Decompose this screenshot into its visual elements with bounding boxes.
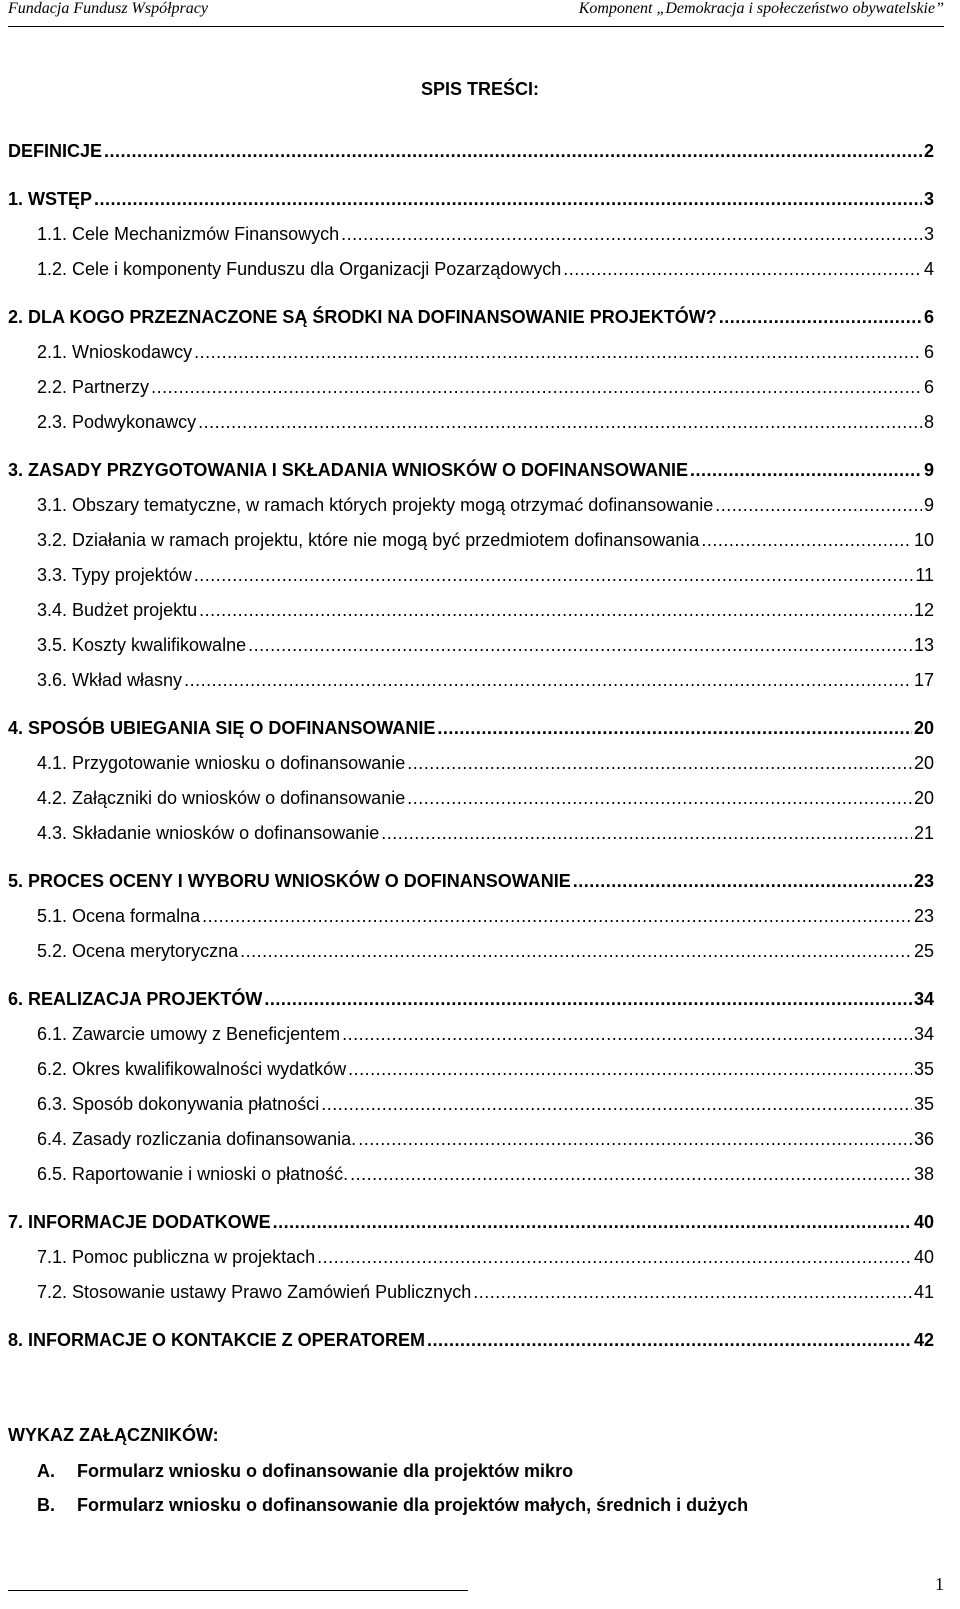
- toc-entry-label: 6.2. Okres kwalifikowalności wydatków: [37, 1059, 347, 1079]
- toc-entry-label: 2.1. Wnioskodawcy: [37, 342, 193, 362]
- toc-entry-label: 4.3. Składanie wniosków o dofinansowanie: [37, 823, 380, 843]
- toc-entry[interactable]: [0, 187, 960, 211]
- toc-entry-page: 4: [923, 259, 934, 279]
- toc-entry-label: 3. ZASADY PRZYGOTOWANIA I SKŁADANIA WNIOSKÓW O DOFINANSOWANIE: [8, 460, 689, 480]
- toc-entry-label: 2.2. Partnerzy: [37, 377, 150, 397]
- toc-entry-label: 4. SPOSÓB UBIEGANIA SIĘ O DOFINANSOWANIE: [8, 718, 436, 738]
- toc-entry-page: 23: [913, 871, 934, 891]
- toc-entry[interactable]: [0, 257, 960, 281]
- footer-rule: [8, 1590, 468, 1591]
- toc-entry-label: 6.3. Sposób dokonywania płatności: [37, 1094, 320, 1114]
- page-number: 1: [935, 1574, 944, 1594]
- toc-entry-label: 6.4. Zasady rozliczania dofinansowania.: [37, 1129, 357, 1149]
- toc-entry-page: 41: [913, 1282, 934, 1302]
- toc-entry-label: 7.2. Stosowanie ustawy Prawo Zamówień Publicznych: [37, 1282, 472, 1302]
- toc-leader-dots: [701, 528, 912, 552]
- toc-entry-page: 34: [913, 989, 934, 1009]
- toc-entry-label: 4.1. Przygotowanie wniosku o dofinansowanie: [37, 753, 406, 773]
- toc-leader-dots: [194, 563, 914, 587]
- toc-entry[interactable]: [0, 305, 960, 329]
- toc-entry[interactable]: [0, 939, 960, 963]
- toc-entry-page: 17: [913, 670, 934, 690]
- toc-entry[interactable]: [0, 1328, 960, 1352]
- toc-entry-label: 6.5. Raportowanie i wnioski o płatność.: [37, 1164, 349, 1184]
- toc-entry-page: 13: [913, 635, 934, 655]
- toc-entry-page: 36: [913, 1129, 934, 1149]
- toc-entry-label: 5. PROCES OCENY I WYBORU WNIOSKÓW O DOFINANSOWANIE: [8, 871, 571, 891]
- toc-entry-page: 20: [913, 718, 934, 738]
- toc-leader-dots: [198, 410, 922, 434]
- annex-list-title: WYKAZ ZAŁĄCZNIKÓW:: [8, 1425, 219, 1445]
- toc-leader-dots: [341, 222, 922, 246]
- toc-entry-page: 38: [913, 1164, 934, 1184]
- toc-entry-label: 1.1. Cele Mechanizmów Finansowych: [37, 224, 340, 244]
- toc-entry-label: 4.2. Załączniki do wniosków o dofinansowanie: [37, 788, 406, 808]
- toc-leader-dots: [563, 257, 922, 281]
- toc-entry[interactable]: [0, 633, 960, 657]
- toc-entry[interactable]: [0, 786, 960, 810]
- toc-entry[interactable]: [0, 904, 960, 928]
- toc-entry[interactable]: [0, 1092, 960, 1116]
- toc-entry[interactable]: [0, 563, 960, 587]
- toc-entry-label: 2.3. Podwykonawcy: [37, 412, 197, 432]
- annex-item-b: [37, 1495, 748, 1516]
- toc-entry-label: 7.1. Pomoc publiczna w projektach: [37, 1247, 316, 1267]
- toc-entry-label: 2. DLA KOGO PRZEZNACZONE SĄ ŚRODKI NA DOFINANSOWANIE PROJEKTÓW?: [8, 307, 717, 327]
- toc-entry[interactable]: [0, 1127, 960, 1151]
- toc-entry-page: 20: [913, 788, 934, 808]
- toc-leader-dots: [240, 939, 912, 963]
- toc-entry-page: 34: [913, 1024, 934, 1044]
- toc-entry-label: 6. REALIZACJA PROJEKTÓW: [8, 989, 263, 1009]
- toc-title: SPIS TREŚCI:: [420, 79, 540, 99]
- toc-leader-dots: [342, 1022, 912, 1046]
- toc-entry[interactable]: [0, 1280, 960, 1304]
- toc-entry-label: 3.1. Obszary tematyczne, w ramach których projekty mogą otrzymać dofinansowanie: [37, 495, 714, 515]
- toc-entry-label: 3.5. Koszty kwalifikowalne: [37, 635, 247, 655]
- toc-entry-label: 8. INFORMACJE O KONTAKCIE Z OPERATOREM: [8, 1330, 426, 1350]
- toc-leader-dots: [248, 633, 912, 657]
- toc-leader-dots: [358, 1127, 912, 1151]
- toc-entry[interactable]: [0, 139, 960, 163]
- toc-entry[interactable]: [0, 410, 960, 434]
- toc-leader-dots: [350, 1162, 912, 1186]
- toc-entry[interactable]: [0, 375, 960, 399]
- toc-entry-label: 6.1. Zawarcie umowy z Beneficjentem: [37, 1024, 341, 1044]
- toc-entry[interactable]: [0, 493, 960, 517]
- toc-entry[interactable]: [0, 598, 960, 622]
- annex-letter: A.: [37, 1461, 55, 1481]
- toc-entry[interactable]: [0, 340, 960, 364]
- toc-entry[interactable]: [0, 458, 960, 482]
- toc-entry-page: 9: [923, 460, 934, 480]
- toc-entry[interactable]: [0, 222, 960, 246]
- toc-leader-dots: [321, 1092, 912, 1116]
- toc-entry-label: 7. INFORMACJE DODATKOWE: [8, 1212, 271, 1232]
- toc-entry-page: 21: [913, 823, 934, 843]
- toc-entry[interactable]: [0, 1245, 960, 1269]
- toc-entry-label: 5.1. Ocena formalna: [37, 906, 201, 926]
- toc-entry-label: 1. WSTĘP: [8, 189, 93, 209]
- toc-leader-dots: [194, 340, 922, 364]
- toc-entry-page: 42: [913, 1330, 934, 1350]
- toc-leader-dots: [273, 1210, 912, 1234]
- toc-entry[interactable]: [0, 1022, 960, 1046]
- toc-leader-dots: [94, 187, 922, 211]
- header-component: Komponent „Demokracja i społeczeństwo obywatelskie”: [578, 0, 944, 17]
- toc-leader-dots: [407, 751, 912, 775]
- toc-entry[interactable]: [0, 716, 960, 740]
- toc-entry-page: 6: [923, 377, 934, 397]
- toc-entry[interactable]: [0, 1162, 960, 1186]
- toc-entry-page: 40: [913, 1212, 934, 1232]
- toc-entry-page: 6: [923, 307, 934, 327]
- toc-entry[interactable]: [0, 1057, 960, 1081]
- toc-entry-label: 1.2. Cele i komponenty Funduszu dla Organizacji Pozarządowych: [37, 259, 562, 279]
- toc-entry[interactable]: [0, 1210, 960, 1234]
- toc-entry[interactable]: [0, 751, 960, 775]
- toc-entry-page: 10: [913, 530, 934, 550]
- toc-entry[interactable]: [0, 987, 960, 1011]
- annex-text: Formularz wniosku o dofinansowanie dla projektów mikro: [77, 1461, 574, 1481]
- toc-leader-dots: [427, 1328, 912, 1352]
- toc-entry-page: 11: [915, 565, 934, 585]
- toc-entry-page: 35: [913, 1059, 934, 1079]
- page-header: [8, 0, 944, 27]
- toc-leader-dots: [202, 904, 912, 928]
- toc-leader-dots: [104, 139, 922, 163]
- toc-leader-dots: [199, 598, 912, 622]
- toc-entry-label: 3.2. Działania w ramach projektu, które nie mogą być przedmiotem dofinansowania: [37, 530, 700, 550]
- toc-entry-page: 6: [923, 342, 934, 362]
- toc-leader-dots: [264, 987, 912, 1011]
- toc-entry-page: 8: [923, 412, 934, 432]
- toc-entry-label: 3.4. Budżet projektu: [37, 600, 198, 620]
- header-organization: Fundacja Fundusz Współpracy: [8, 0, 208, 17]
- toc-entry-page: 35: [913, 1094, 934, 1114]
- annex-text: Formularz wniosku o dofinansowanie dla projektów małych, średnich i dużych: [77, 1495, 749, 1515]
- toc-entry-page: 20: [913, 753, 934, 773]
- toc-leader-dots: [573, 869, 912, 893]
- toc-entry-label: 5.2. Ocena merytoryczna: [37, 941, 239, 961]
- toc-entry-page: 25: [913, 941, 934, 961]
- toc-leader-dots: [690, 458, 922, 482]
- toc-leader-dots: [151, 375, 922, 399]
- toc-leader-dots: [715, 493, 922, 517]
- annex-letter: B.: [37, 1495, 55, 1515]
- toc-entry-page: 23: [913, 906, 934, 926]
- toc-leader-dots: [317, 1245, 912, 1269]
- toc-leader-dots: [437, 716, 912, 740]
- toc-entry-page: 12: [913, 600, 934, 620]
- toc-entry-page: 3: [923, 224, 934, 244]
- toc-leader-dots: [184, 668, 912, 692]
- toc-entry[interactable]: [0, 668, 960, 692]
- toc-entry-label: 3.3. Typy projektów: [37, 565, 192, 585]
- toc-entry[interactable]: [0, 869, 960, 893]
- toc-leader-dots: [407, 786, 912, 810]
- toc-entry-label: DEFINICJE: [8, 141, 103, 161]
- toc-entry[interactable]: [0, 821, 960, 845]
- annex-item-a: [37, 1461, 573, 1482]
- toc-leader-dots: [719, 305, 922, 329]
- toc-leader-dots: [381, 821, 912, 845]
- toc-entry-page: 9: [923, 495, 934, 515]
- toc-leader-dots: [473, 1280, 912, 1304]
- toc-leader-dots: [348, 1057, 912, 1081]
- toc-entry-page: 3: [923, 189, 934, 209]
- toc-entry-label: 3.6. Wkład własny: [37, 670, 183, 690]
- toc-entry-page: 2: [923, 141, 934, 161]
- toc-entry-page: 40: [913, 1247, 934, 1267]
- toc-entry[interactable]: [0, 528, 960, 552]
